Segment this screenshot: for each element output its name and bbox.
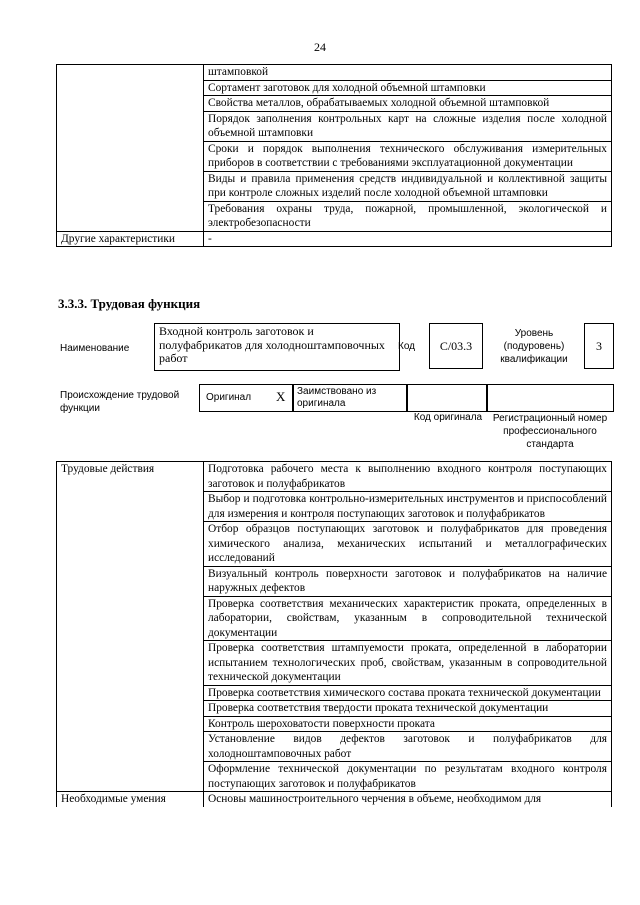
origin-label: Происхождение трудовой функции xyxy=(60,390,180,414)
labor-actions-label-cell xyxy=(57,566,204,596)
labor-actions-label-cell xyxy=(57,762,204,792)
knowledge-row xyxy=(57,201,612,231)
labor-actions-label-cell xyxy=(57,492,204,522)
knowledge-label-cell xyxy=(57,111,204,141)
borrowed-box xyxy=(292,384,408,412)
knowledge-row xyxy=(57,80,612,96)
labor-actions-label: Трудовые действия xyxy=(57,462,204,492)
knowledge-label-cell xyxy=(57,65,204,81)
labor-action-item: Подготовка рабочего места к выполнению входного контроля поступающих заготовок и полуфабрикатов xyxy=(204,462,612,492)
original-mark: X xyxy=(276,389,286,404)
original-label: Оригинал xyxy=(206,392,252,403)
labor-action-item: Оформление технической документации по результатам входного контроля поступающих заготовок и полуфабрикатов xyxy=(204,762,612,792)
labor-action-item: Контроль шероховатости поверхности проката xyxy=(204,716,612,732)
labor-action-item: Отбор образцов поступающих заготовок и полуфабрикатов для проведения химического анализа, механических испытаний и металлографических исследований xyxy=(204,522,612,567)
knowledge-row xyxy=(57,111,612,141)
level-value: 3 xyxy=(596,339,602,353)
labor-action-item: Проверка соответствия твердости проката технической документации xyxy=(204,701,612,717)
knowledge-label-cell xyxy=(57,171,204,201)
labor-action-row xyxy=(57,492,612,522)
page-number: 24 xyxy=(314,40,326,54)
labor-action-item: Выбор и подготовка контрольно-измерительных инструментов и приспособлений для измерения и контроля поступающих заготовок и полуфабрикатов xyxy=(204,492,612,522)
knowledge-item: Сроки и порядок выполнения технического обслуживания измерительных приборов в соответствии с требованиями эксплуатационной документации xyxy=(204,141,612,171)
labor-actions-label-cell xyxy=(57,596,204,641)
knowledge-label-cell xyxy=(57,96,204,112)
registration-number-caption: Регистрационный номер профессионального стандарта xyxy=(492,413,608,450)
skills-label: Необходимые умения xyxy=(57,792,204,807)
original-code-caption: Код оригинала xyxy=(413,412,483,423)
labor-actions-label-cell xyxy=(57,685,204,701)
knowledge-row xyxy=(57,65,612,81)
labor-action-row xyxy=(57,522,612,567)
knowledge-row xyxy=(57,171,612,201)
knowledge-item: Сортамент заготовок для холодной объемной штамповки xyxy=(204,80,612,96)
labor-action-row xyxy=(57,732,612,762)
labor-action-row xyxy=(57,566,612,596)
knowledge-row xyxy=(57,141,612,171)
labor-actions-label-cell xyxy=(57,701,204,717)
original-box xyxy=(199,384,294,412)
labor-action-item: Проверка соответствия химического состава проката технической документации xyxy=(204,685,612,701)
other-characteristics-label: Другие характеристики xyxy=(57,231,204,247)
function-name-value: Входной контроль заготовок и полуфабрикатов для холодноштамповочных работ xyxy=(159,324,385,365)
labor-action-item: Визуальный контроль поверхности заготовок и полуфабрикатов на наличие наружных дефектов xyxy=(204,566,612,596)
level-label: Уровень (подуровень) квалификации xyxy=(500,328,568,365)
labor-action-row xyxy=(57,641,612,686)
labor-action-row xyxy=(57,762,612,792)
labor-actions-label-cell xyxy=(57,732,204,762)
labor-actions-label-cell xyxy=(57,522,204,567)
name-label: Наименование xyxy=(60,343,130,354)
function-code-box xyxy=(429,323,483,369)
labor-action-row xyxy=(57,701,612,717)
knowledge-item: Виды и правила применения средств индивидуальной и коллективной защиты при контроле сложных изделий после холодной объемной штамповки xyxy=(204,171,612,201)
knowledge-row xyxy=(57,96,612,112)
skills-item: Основы машиностроительного черчения в объеме, необходимом для xyxy=(204,792,612,807)
knowledge-table xyxy=(56,64,612,247)
function-name-box xyxy=(154,323,400,371)
labor-action-row xyxy=(57,716,612,732)
skills-row xyxy=(57,792,612,807)
labor-action-row xyxy=(57,685,612,701)
labor-actions-label-cell xyxy=(57,716,204,732)
knowledge-item: Свойства металлов, обрабатываемых холодной объемной штамповкой xyxy=(204,96,612,112)
function-code-value: C/03.3 xyxy=(439,339,473,353)
knowledge-item: Требования охраны труда, пожарной, промышленной, экологической и электробезопасности xyxy=(204,201,612,231)
labor-actions-label-cell xyxy=(57,641,204,686)
labor-action-row xyxy=(57,596,612,641)
labor-action-item: Проверка соответствия механических характеристик проката, определенных в лаборатории, свойствам, указанным в сопроводительной технической документации xyxy=(204,596,612,641)
labor-action-item: Проверка соответствия штампуемости проката, определенной в лаборатории испытанием технологических проб, свойствам, указанным в сопроводительной технической документации xyxy=(204,641,612,686)
labor-action-row xyxy=(57,462,612,492)
knowledge-item: Порядок заполнения контрольных карт на сложные изделия после холодной объемной штамповки xyxy=(204,111,612,141)
level-box xyxy=(584,323,614,369)
labor-action-item: Установление видов дефектов заготовок и полуфабрикатов для холодноштамповочных работ xyxy=(204,732,612,762)
code-label: Код xyxy=(398,341,416,352)
knowledge-label-cell xyxy=(57,80,204,96)
other-characteristics-value: - xyxy=(204,231,612,247)
knowledge-label-cell xyxy=(57,201,204,231)
borrowed-label: Заимствовано из оригинала xyxy=(297,386,377,409)
registration-number-box xyxy=(486,384,614,412)
knowledge-item: штамповкой xyxy=(204,65,612,81)
labor-actions-table xyxy=(56,461,612,807)
section-title: 3.3.3. Трудовая функция xyxy=(58,296,201,311)
original-code-box xyxy=(406,384,488,412)
other-characteristics-row xyxy=(57,231,612,247)
knowledge-label-cell xyxy=(57,141,204,171)
